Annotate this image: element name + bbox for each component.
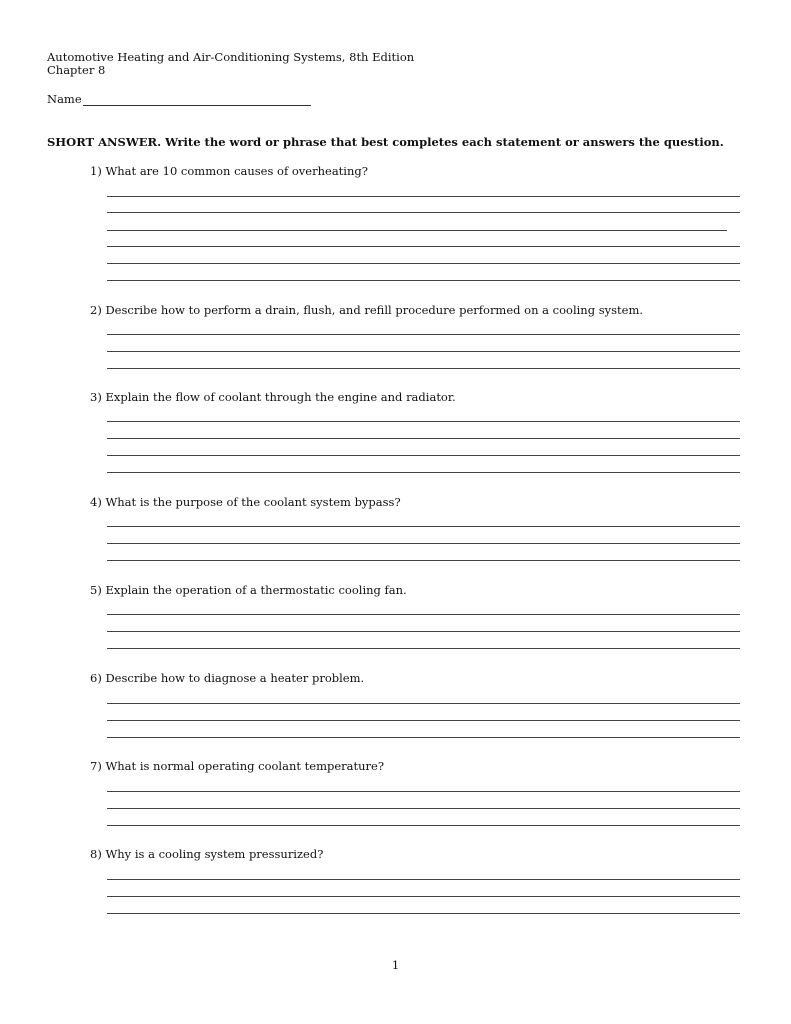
answer-line[interactable] — [107, 543, 740, 544]
answer-line[interactable] — [107, 791, 740, 792]
answer-line[interactable] — [107, 879, 740, 880]
answer-line[interactable] — [107, 526, 740, 527]
name-blank-line[interactable] — [83, 93, 311, 106]
name-row — [47, 92, 311, 106]
section-instructions: SHORT ANSWER. Write the word or phrase that best completes each statement or answers the question. — [47, 135, 724, 149]
answer-line[interactable] — [107, 351, 740, 352]
name-label: Name — [47, 92, 82, 106]
question-text: 7) What is normal operating coolant temperature? — [90, 759, 384, 773]
answer-line[interactable] — [107, 230, 727, 231]
answer-line[interactable] — [107, 368, 740, 369]
answer-line[interactable] — [107, 246, 740, 247]
question-text: 2) Describe how to perform a drain, flush, and refill procedure performed on a cooling system. — [90, 303, 644, 317]
answer-line[interactable] — [107, 455, 740, 456]
answer-line[interactable] — [107, 472, 740, 473]
answer-line[interactable] — [107, 263, 740, 264]
question-text: 5) Explain the operation of a thermostatic cooling fan. — [90, 583, 407, 597]
answer-line[interactable] — [107, 896, 740, 897]
answer-line[interactable] — [107, 703, 740, 704]
answer-line[interactable] — [107, 913, 740, 914]
book-title: Automotive Heating and Air-Conditioning Systems, 8th Edition — [47, 50, 415, 64]
answer-line[interactable] — [107, 648, 740, 649]
answer-line[interactable] — [107, 720, 740, 721]
answer-line[interactable] — [107, 737, 740, 738]
answer-line[interactable] — [107, 808, 740, 809]
answer-line[interactable] — [107, 438, 740, 439]
answer-line[interactable] — [107, 560, 740, 561]
answer-line[interactable] — [107, 280, 740, 281]
answer-line[interactable] — [107, 631, 740, 632]
answer-line[interactable] — [107, 614, 740, 615]
question-text: 6) Describe how to diagnose a heater problem. — [90, 671, 365, 685]
chapter-label: Chapter 8 — [47, 63, 106, 77]
question-text: 3) Explain the flow of coolant through the engine and radiator. — [90, 390, 456, 404]
answer-line[interactable] — [107, 421, 740, 422]
answer-line[interactable] — [107, 196, 740, 197]
question-text: 4) What is the purpose of the coolant system bypass? — [90, 495, 401, 509]
answer-line[interactable] — [107, 825, 740, 826]
page-number: 1 — [391, 958, 400, 972]
answer-line[interactable] — [107, 334, 740, 335]
question-text: 1) What are 10 common causes of overheating? — [90, 164, 368, 178]
answer-line[interactable] — [107, 212, 740, 213]
question-text: 8) Why is a cooling system pressurized? — [90, 847, 324, 861]
